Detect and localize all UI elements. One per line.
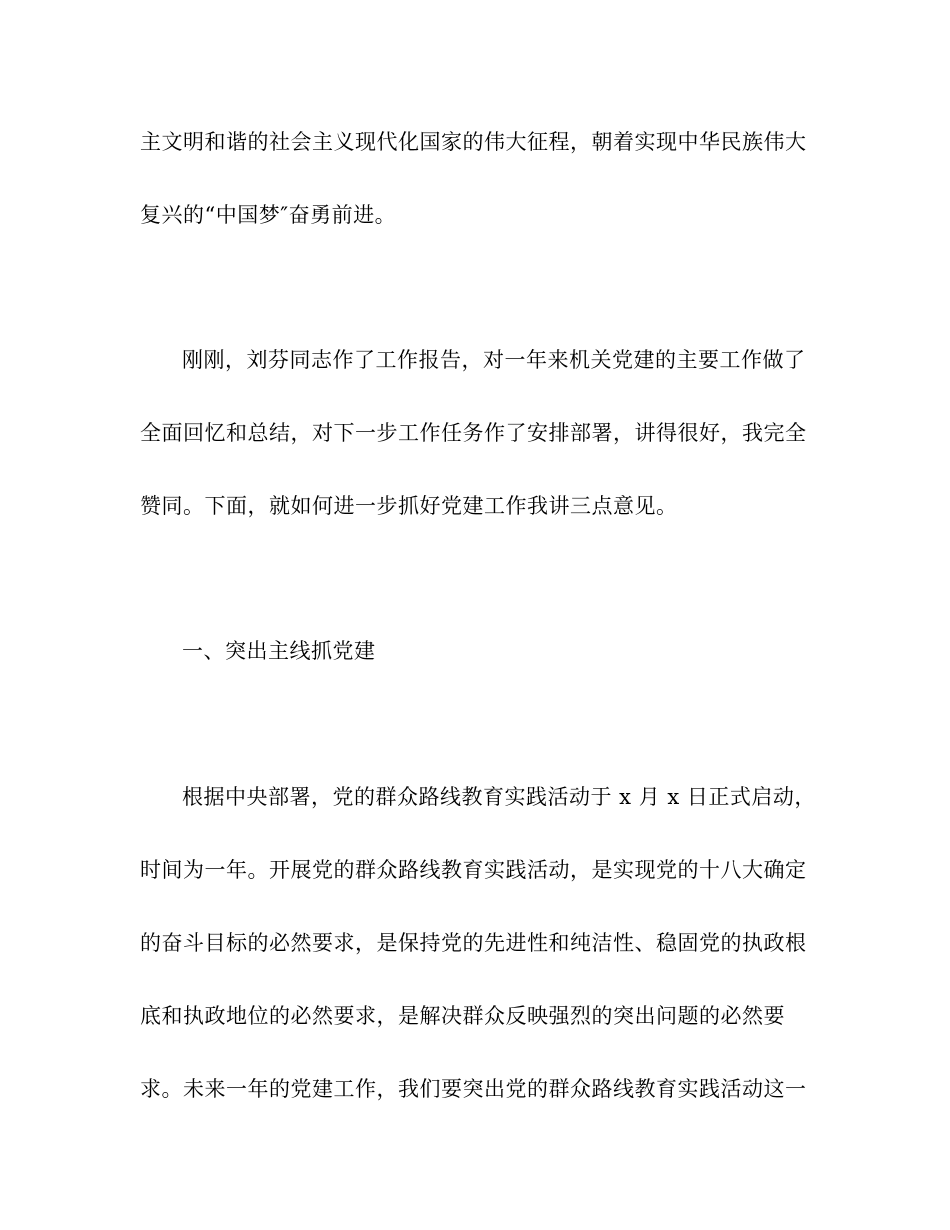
paragraph-line: 刚刚，刘芬同志作了工作报告，对一年来机关党建的主要工作做了 — [182, 348, 806, 372]
paragraph-line: 时间为一年。开展党的群众路线教育实践活动，是实现党的十八大确定 — [140, 858, 807, 882]
paragraph-line: 主文明和谐的社会主义现代化国家的伟大征程，朝着实现中华民族伟大 — [140, 130, 807, 154]
paragraph-line: 求。未来一年的党建工作，我们要突出党的群众路线教育实践活动这一 — [140, 1077, 807, 1101]
section-heading: 一、突出主线抓党建 — [182, 639, 376, 663]
paragraph-line: 复兴的“中国梦″奋勇前进。 — [140, 203, 397, 227]
paragraph-line: 的奋斗目标的必然要求，是保持党的先进性和纯洁性、稳固党的执政根 — [140, 931, 807, 955]
paragraph-line: 底和执政地位的必然要求，是解决群众反映强烈的突出问题的必然要 — [140, 1004, 785, 1028]
paragraph-line: 全面回忆和总结，对下一步工作任务作了安排部署，讲得很好，我完全 — [140, 421, 807, 445]
paragraph-line: 赞同。下面，就如何进一步抓好党建工作我讲三点意见。 — [140, 494, 678, 518]
paragraph-line: 根据中央部署，党的群众路线教育实践活动于 x 月 x 日正式启动， — [182, 785, 816, 809]
